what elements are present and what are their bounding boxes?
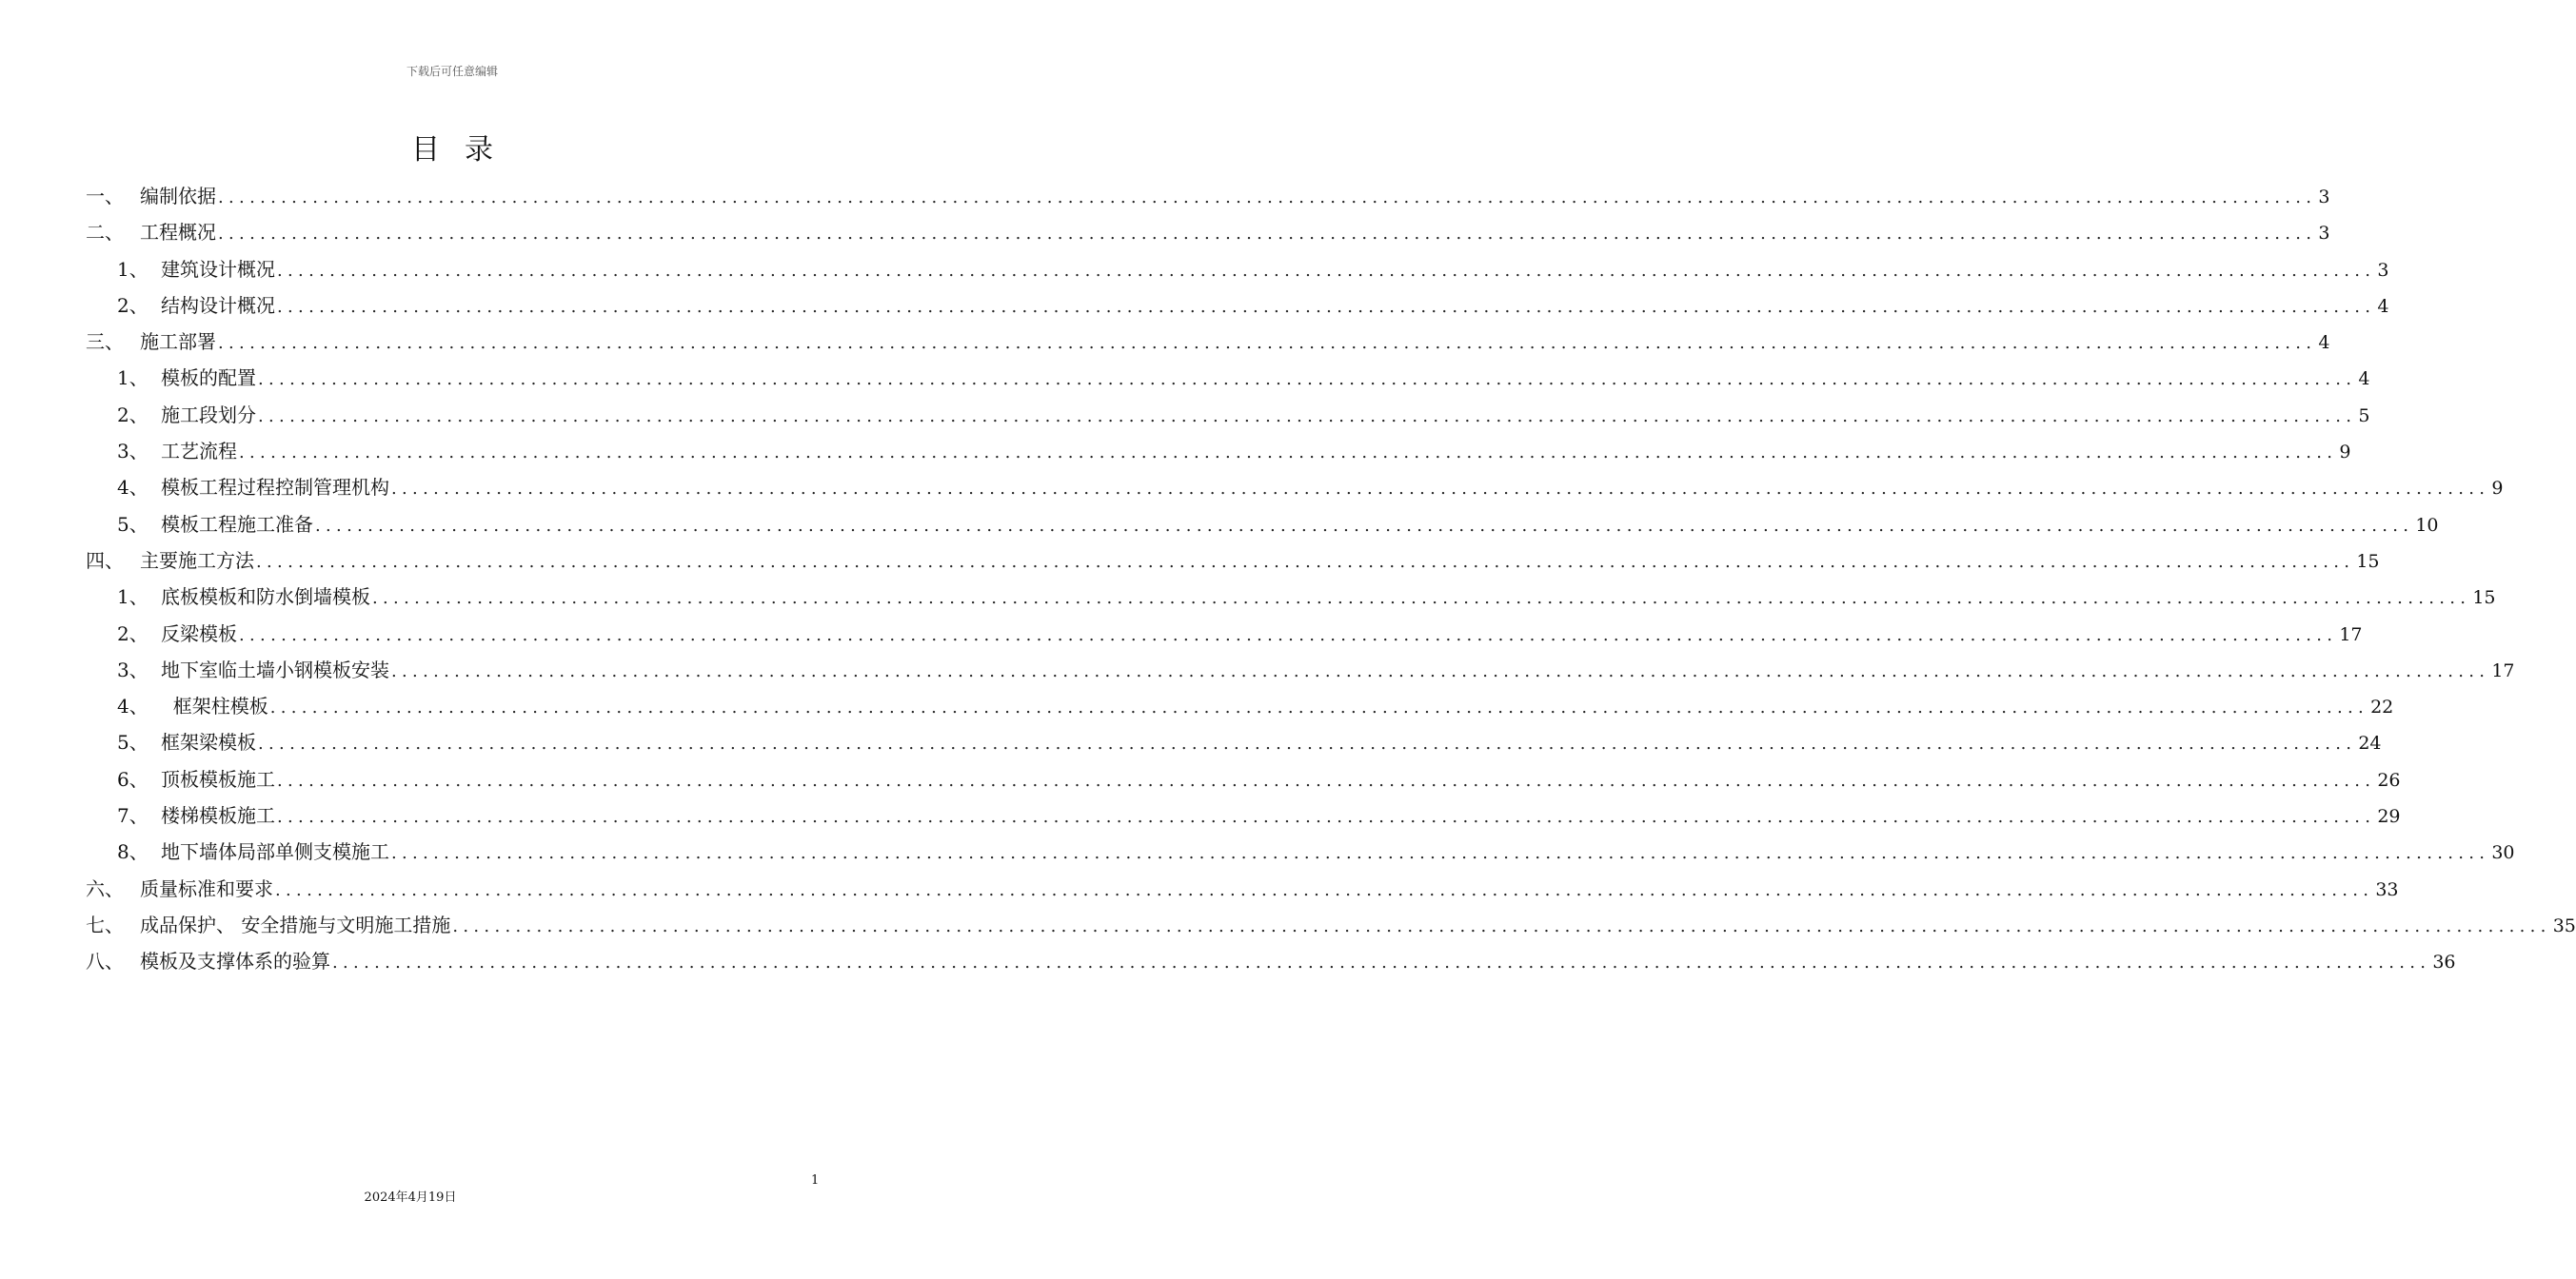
toc-entry-page: 29 xyxy=(2377,806,2401,828)
toc-entry-number: 2、 xyxy=(117,621,149,645)
toc-entry-page: 24 xyxy=(2358,733,2382,755)
toc-dot-leader: ........................................................................................................................................................................................................ xyxy=(256,551,2355,572)
toc-dot-leader: ........................................................................................................................................................................................................ xyxy=(258,734,2357,755)
toc-dot-leader: ........................................................................................................................................................................................................ xyxy=(269,698,2369,718)
toc-dot-leader: ........................................................................................................................................................................................................ xyxy=(239,443,2338,463)
table-of-contents xyxy=(86,178,2576,980)
toc-dot-leader: ........................................................................................................................................................................................................ xyxy=(277,260,2376,281)
toc-entry-label: 框架梁模板 xyxy=(161,731,256,755)
toc-entry-page: 17 xyxy=(2339,623,2363,645)
toc-entry[interactable] xyxy=(86,469,2504,505)
toc-dot-leader: ........................................................................................................................................................................................................ xyxy=(239,624,2338,645)
toc-dot-leader: ........................................................................................................................................................................................................ xyxy=(391,843,2490,864)
toc-entry-page: 3 xyxy=(2318,187,2330,207)
toc-entry[interactable] xyxy=(86,871,2399,907)
toc-entry-number: 2、 xyxy=(117,403,149,426)
toc-dot-leader: ........................................................................................................................................................................................................ xyxy=(218,187,2317,207)
toc-entry-page: 10 xyxy=(2415,514,2439,536)
toc-entry[interactable] xyxy=(86,616,2363,652)
toc-entry[interactable] xyxy=(86,214,2330,250)
toc-entry-page: 35 xyxy=(2552,915,2576,936)
toc-entry-label: 顶板模板施工 xyxy=(161,767,275,791)
toc-entry-label: 结构设计概况 xyxy=(161,293,275,317)
toc-dot-leader: ........................................................................................................................................................................................................ xyxy=(391,660,2490,681)
toc-entry-page: 4 xyxy=(2358,368,2370,390)
toc-entry-page: 15 xyxy=(2472,587,2496,609)
toc-dot-leader: ........................................................................................................................................................................................................ xyxy=(258,405,2357,426)
toc-entry-number: 三、 xyxy=(86,330,124,354)
toc-entry-number: 6、 xyxy=(117,767,149,791)
toc-entry[interactable] xyxy=(86,542,2380,579)
toc-entry[interactable] xyxy=(86,652,2515,688)
toc-entry-label: 成品保护、 安全措施与文明施工措施 xyxy=(140,913,451,936)
toc-entry[interactable] xyxy=(86,433,2351,469)
toc-entry-number: 4、 xyxy=(117,695,149,718)
toc-entry-page: 22 xyxy=(2370,697,2394,718)
toc-dot-leader: ........................................................................................................................................................................................................ xyxy=(275,879,2374,900)
toc-entry-number: 4、 xyxy=(117,476,149,500)
toc-entry[interactable] xyxy=(86,907,2576,943)
toc-entry-label: 质量标准和要求 xyxy=(140,876,273,900)
toc-dot-leader: ........................................................................................................................................................................................................ xyxy=(277,770,2376,791)
toc-entry[interactable] xyxy=(86,834,2515,870)
toc-entry[interactable] xyxy=(86,324,2330,360)
toc-entry-label: 建筑设计概况 xyxy=(161,257,275,281)
toc-entry-number: 8、 xyxy=(117,840,149,864)
toc-entry[interactable] xyxy=(86,761,2401,797)
toc-dot-leader: ........................................................................................................................................................................................................ xyxy=(277,807,2376,828)
toc-entry-label: 地下墙体局部单侧支模施工 xyxy=(161,840,389,864)
toc-entry-number: 3、 xyxy=(117,440,149,463)
toc-entry-label: 模板工程施工准备 xyxy=(161,512,313,536)
toc-dot-leader: ........................................................................................................................................................................................................ xyxy=(218,333,2317,354)
toc-entry-label: 编制依据 xyxy=(140,185,216,207)
toc-entry-number: 7、 xyxy=(117,804,149,828)
toc-dot-leader: ........................................................................................................................................................................................................ xyxy=(315,515,2414,536)
toc-entry-number: 八、 xyxy=(86,950,124,974)
toc-entry-number: 1、 xyxy=(117,366,149,390)
toc-entry-number: 2、 xyxy=(117,293,149,317)
toc-entry-label: 主要施工方法 xyxy=(140,548,254,572)
toc-entry-page: 4 xyxy=(2377,295,2389,317)
toc-dot-leader: ........................................................................................................................................................................................................ xyxy=(332,953,2431,974)
toc-entry-page: 36 xyxy=(2432,952,2456,974)
toc-entry[interactable] xyxy=(86,287,2389,324)
toc-entry-page: 33 xyxy=(2375,878,2399,900)
toc-entry-label: 框架柱模板 xyxy=(161,695,268,718)
header-note: 下载后可任意编辑 xyxy=(406,65,498,78)
toc-entry[interactable] xyxy=(86,251,2389,287)
toc-entry[interactable] xyxy=(86,724,2382,760)
toc-entry-page: 17 xyxy=(2491,659,2515,681)
toc-entry[interactable] xyxy=(86,360,2370,396)
toc-entry-number: 二、 xyxy=(86,221,124,245)
toc-entry-number: 5、 xyxy=(117,731,149,755)
toc-entry-page: 26 xyxy=(2377,769,2401,791)
toc-entry-label: 模板及支撑体系的验算 xyxy=(140,950,330,974)
toc-dot-leader: ........................................................................................................................................................................................................ xyxy=(452,915,2551,936)
toc-entry-number: 1、 xyxy=(117,257,149,281)
toc-dot-leader: ........................................................................................................................................................................................................ xyxy=(218,224,2317,245)
toc-entry-number: 1、 xyxy=(117,585,149,609)
toc-entry[interactable] xyxy=(86,688,2394,724)
footer-date: 2024年4月19日 xyxy=(364,1190,457,1205)
toc-entry-page: 5 xyxy=(2358,404,2370,426)
toc-entry-label: 施工段划分 xyxy=(161,403,256,426)
toc-entry-label: 地下室临土墙小钢模板安装 xyxy=(161,658,389,681)
toc-entry-page: 9 xyxy=(2339,442,2351,463)
toc-entry-number: 六、 xyxy=(86,876,124,900)
toc-entry-number: 四、 xyxy=(86,548,124,572)
page-number: 1 xyxy=(811,1173,820,1188)
toc-entry-label: 反梁模板 xyxy=(161,621,237,645)
toc-entry-label: 工程概况 xyxy=(140,221,216,245)
toc-entry[interactable] xyxy=(86,797,2401,834)
toc-dot-leader: ........................................................................................................................................................................................................ xyxy=(277,296,2376,317)
toc-entry[interactable] xyxy=(86,943,2456,979)
toc-entry-page: 3 xyxy=(2318,223,2330,245)
toc-entry-label: 工艺流程 xyxy=(161,440,237,463)
toc-entry-label: 底板模板和防水倒墙模板 xyxy=(161,585,370,609)
toc-entry[interactable] xyxy=(86,579,2496,615)
toc-entry-label: 楼梯模板施工 xyxy=(161,804,275,828)
toc-entry-page: 9 xyxy=(2491,478,2504,500)
toc-entry-number: 5、 xyxy=(117,512,149,536)
toc-entry[interactable] xyxy=(86,178,2330,214)
toc-entry-number: 3、 xyxy=(117,658,149,681)
toc-dot-leader: ........................................................................................................................................................................................................ xyxy=(258,369,2357,390)
toc-dot-leader: ........................................................................................................................................................................................................ xyxy=(391,479,2490,500)
toc-entry-page: 3 xyxy=(2377,259,2389,281)
toc-entry-number: 七、 xyxy=(86,913,124,936)
toc-entry-label: 模板的配置 xyxy=(161,366,256,390)
toc-entry[interactable] xyxy=(86,506,2439,542)
toc-dot-leader: ........................................................................................................................................................................................................ xyxy=(372,588,2471,609)
toc-entry-label: 模板工程过程控制管理机构 xyxy=(161,476,389,500)
page-title: 目录 xyxy=(411,133,518,167)
toc-entry-page: 30 xyxy=(2491,842,2515,864)
toc-entry-page: 4 xyxy=(2318,332,2330,354)
toc-entry[interactable] xyxy=(86,397,2370,433)
toc-entry-label: 施工部署 xyxy=(140,330,216,354)
toc-entry-number: 一、 xyxy=(86,185,124,207)
toc-entry-page: 15 xyxy=(2356,550,2380,572)
